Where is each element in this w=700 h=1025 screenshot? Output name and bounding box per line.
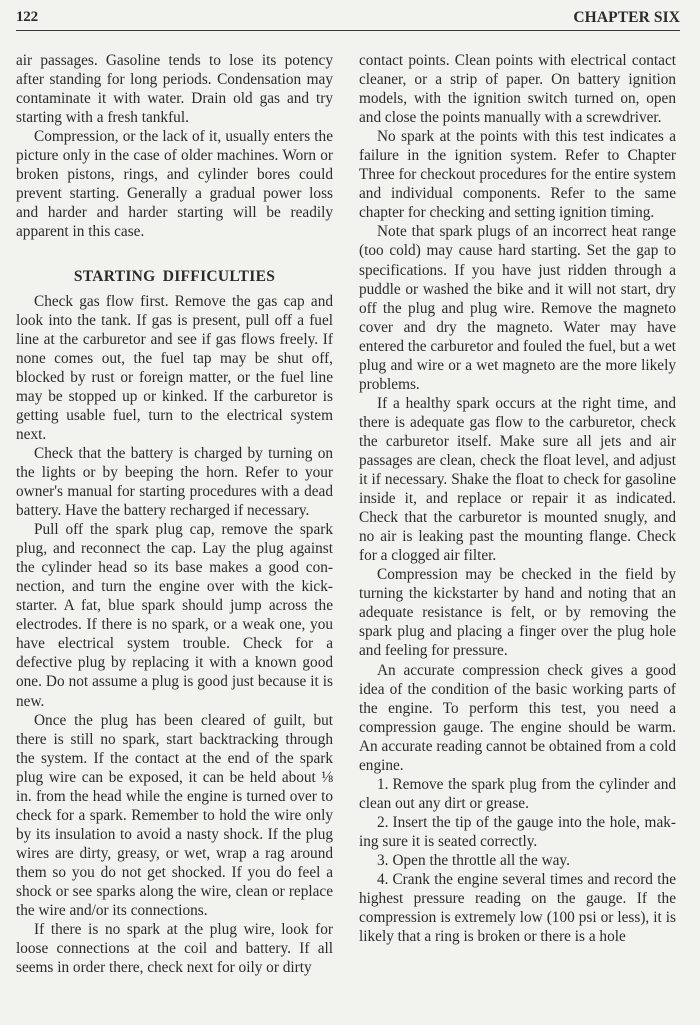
paragraph: Note that spark plugs of an incorrect heat range (too cold) may cause hard starting. Set the gap to specifications. If you have just ridden through a puddle or washed the bike and it will not start, dry off the plug and plug wire. Remove the magneto cover and dry the magneto. Water may have entered the carburetor and fouled the fuel, but a wet plug and wire or a wet magneto are the more likely problems.	[359, 223, 676, 393]
step-text: Crank the engine several times and record the highest pressure reading on the gauge. If the compression is extremely low (100 psi or less), it is likely that a ring is broken or there is a hole	[359, 871, 676, 946]
step-number: 1.	[377, 775, 389, 793]
paragraph: Pull off the spark plug cap, remove the spark plug, and reconnect the cap. Lay the plug against the cylinder head so its base makes a good connection, and turn the engine over with the kickstarter. A fat, blue spark should jump across the electrodes. If there is no spark, or a weak one, you have electrical system trouble. Check for a defective plug by replacing it with a known good one. Do not assume a plug is good just because it is new.	[16, 521, 333, 710]
paragraph: Check gas flow first. Remove the gas cap and look into the tank. If gas is present, pull off a fuel line at the carburetor and see if gas flows freely. If none comes out, the fuel tap may be shut off, blocked by rust or foreign matter, or the fuel line may be stopped up or kinked. If the carburetor is getting usable fuel, turn to the electrical system next.	[16, 292, 333, 443]
paragraph: If a healthy spark occurs at the right time, and there is adequate gas flow to the carburetor, check the carburetor itself. Make sure all jets and air passages are clean, check the float level, and adjust it if necessary. Shake the float to check for gasoline inside it, and replace or repair it as indicated. Check that the carburetor is mounted snugly, and no air is leaking past the mounting flange. Check for a clogged air filter.	[359, 394, 676, 565]
paragraph: air passages. Gasoline tends to lose its potency after standing for long periods. Condensation may contaminate it with water. Drain old gas and try starting with a fresh tankful.	[16, 52, 333, 127]
paragraph: No spark at the points with this test indicates a failure in the ignition system. Refer to Chapter Three for checkout procedures for the entire system and individual components. Refer to the same chapter for checking and setting ignition timing.	[359, 128, 676, 222]
step-item	[359, 851, 676, 870]
step-text: Open the throttle all the way.	[392, 851, 570, 869]
step-number: 2.	[377, 813, 389, 831]
step-text: Insert the tip of the gauge into the hole, making sure it is seated correctly.	[359, 813, 676, 850]
page-header	[16, 6, 680, 31]
paragraph: Once the plug has been cleared of guilt, but there is still no spark, start backtracking through the system. If the contact at the end of the spark plug wire can be exposed, it can be held about ⅛ in. from the head while the engine is turned over to check for a spark. Remember to hold the wire only by its insulation to avoid a nasty shock. If the plug wires are dirty, greasy, or wet, wrap a rag around them so you do not get shocked. If you do feel a shock or see sparks along the wire, clean or replace the wire and/or its connections.	[16, 711, 333, 920]
paragraph: An accurate compression check gives a good idea of the condition of the basic working parts of the engine. To perform this test, you need a compression gauge. The engine should be warm. An accurate reading cannot be obtained from a cold engine.	[359, 661, 676, 774]
paragraph: If there is no spark at the plug wire, look for loose connections at the coil and battery. If all seems in order there, check next for oily or dirty	[16, 921, 333, 977]
paragraph: Check that the battery is charged by turning on the lights or by beeping the horn. Refer to your owner's manual for starting procedures with a dead battery. Have the battery recharged if necessary.	[16, 444, 333, 520]
step-item	[359, 775, 676, 813]
step-item	[359, 870, 676, 946]
chapter-title: CHAPTER SIX	[573, 9, 680, 26]
paragraph: Compression, or the lack of it, usually enters the picture only in the case of older machines. Worn or broken pistons, rings, and cylinder bores could prevent starting. Generally a gradual power loss and harder and harder starting will be readily apparent in this case.	[16, 128, 333, 241]
section-heading: STARTING DIFFICULTIES	[73, 268, 276, 286]
paragraph: Compression may be checked in the field by turning the kickstarter by hand and noting that an adequate resistance is felt, or by removing the spark plug and placing a finger over the plug hole and feeling for pressure.	[359, 566, 676, 660]
numbered-steps	[359, 775, 676, 946]
paragraph: contact points. Clean points with electrical contact cleaner, or a strip of paper. On battery ignition models, with the ignition switch turned on, open and close the points manually with a screwdriver.	[359, 52, 676, 127]
step-text: Remove the spark plug from the cylinder and clean out any dirt or grease.	[359, 775, 676, 812]
step-item	[359, 813, 676, 851]
step-number: 4.	[377, 871, 389, 889]
page-number: 122	[16, 9, 38, 25]
left-column	[16, 51, 333, 977]
step-number: 3.	[377, 851, 389, 869]
right-column	[359, 51, 676, 946]
